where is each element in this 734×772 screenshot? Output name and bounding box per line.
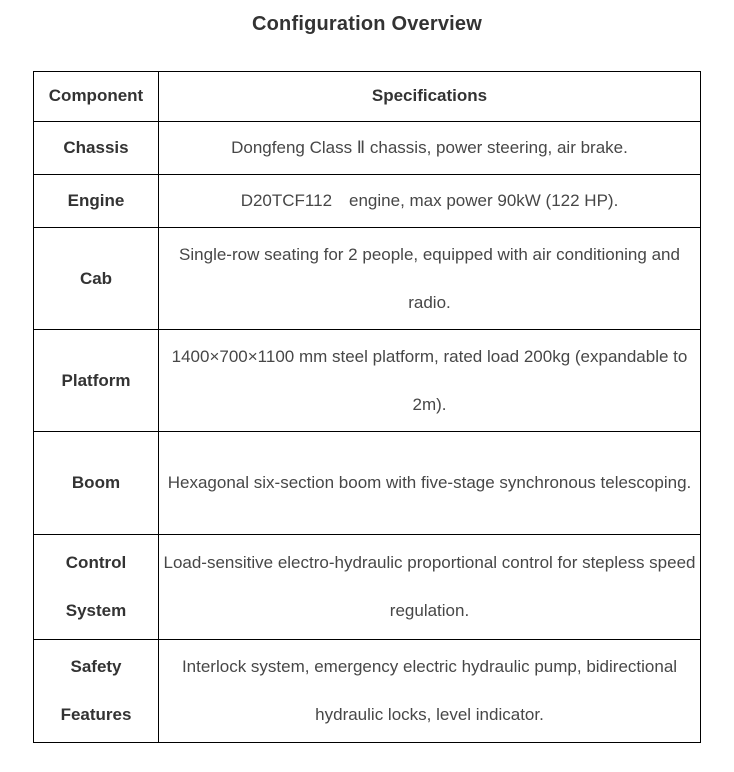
column-header-specifications: Specifications: [159, 72, 701, 122]
table-row-chassis: [34, 122, 701, 175]
specification-cell: Load-sensitive electro-hydraulic proportional control for stepless speed regulation.: [159, 535, 701, 640]
header-row: [34, 72, 701, 122]
specification-cell: 1400×700×1100 mm steel platform, rated load 200kg (expandable to 2m).: [159, 330, 701, 432]
component-cell: Cab: [34, 228, 159, 330]
table-row-safety-features: [34, 640, 701, 743]
specification-cell: Single-row seating for 2 people, equipped with air conditioning and radio.: [159, 228, 701, 330]
table-row-cab: [34, 228, 701, 330]
specification-cell: Interlock system, emergency electric hydraulic pump, bidirectional hydraulic locks, level indicator.: [159, 640, 701, 743]
component-cell: Engine: [34, 175, 159, 228]
column-header-component: Component: [34, 72, 159, 122]
component-cell: Platform: [34, 330, 159, 432]
specification-cell: Dongfeng Class Ⅱ chassis, power steering, air brake.: [159, 122, 701, 175]
configuration-table: [33, 71, 701, 743]
specification-cell: Hexagonal six-section boom with five-stage synchronous telescoping.: [159, 432, 701, 535]
table-row-control-system: [34, 535, 701, 640]
page-title: Configuration Overview: [252, 13, 482, 35]
component-cell: Control System: [34, 535, 159, 640]
table-row-boom: [34, 432, 701, 535]
component-cell: Boom: [34, 432, 159, 535]
specification-cell: D20TCF112 engine, max power 90kW (122 HP).: [159, 175, 701, 228]
table-row-engine: [34, 175, 701, 228]
component-cell: Chassis: [34, 122, 159, 175]
table-row-platform: [34, 330, 701, 432]
component-cell: Safety Features: [34, 640, 159, 743]
